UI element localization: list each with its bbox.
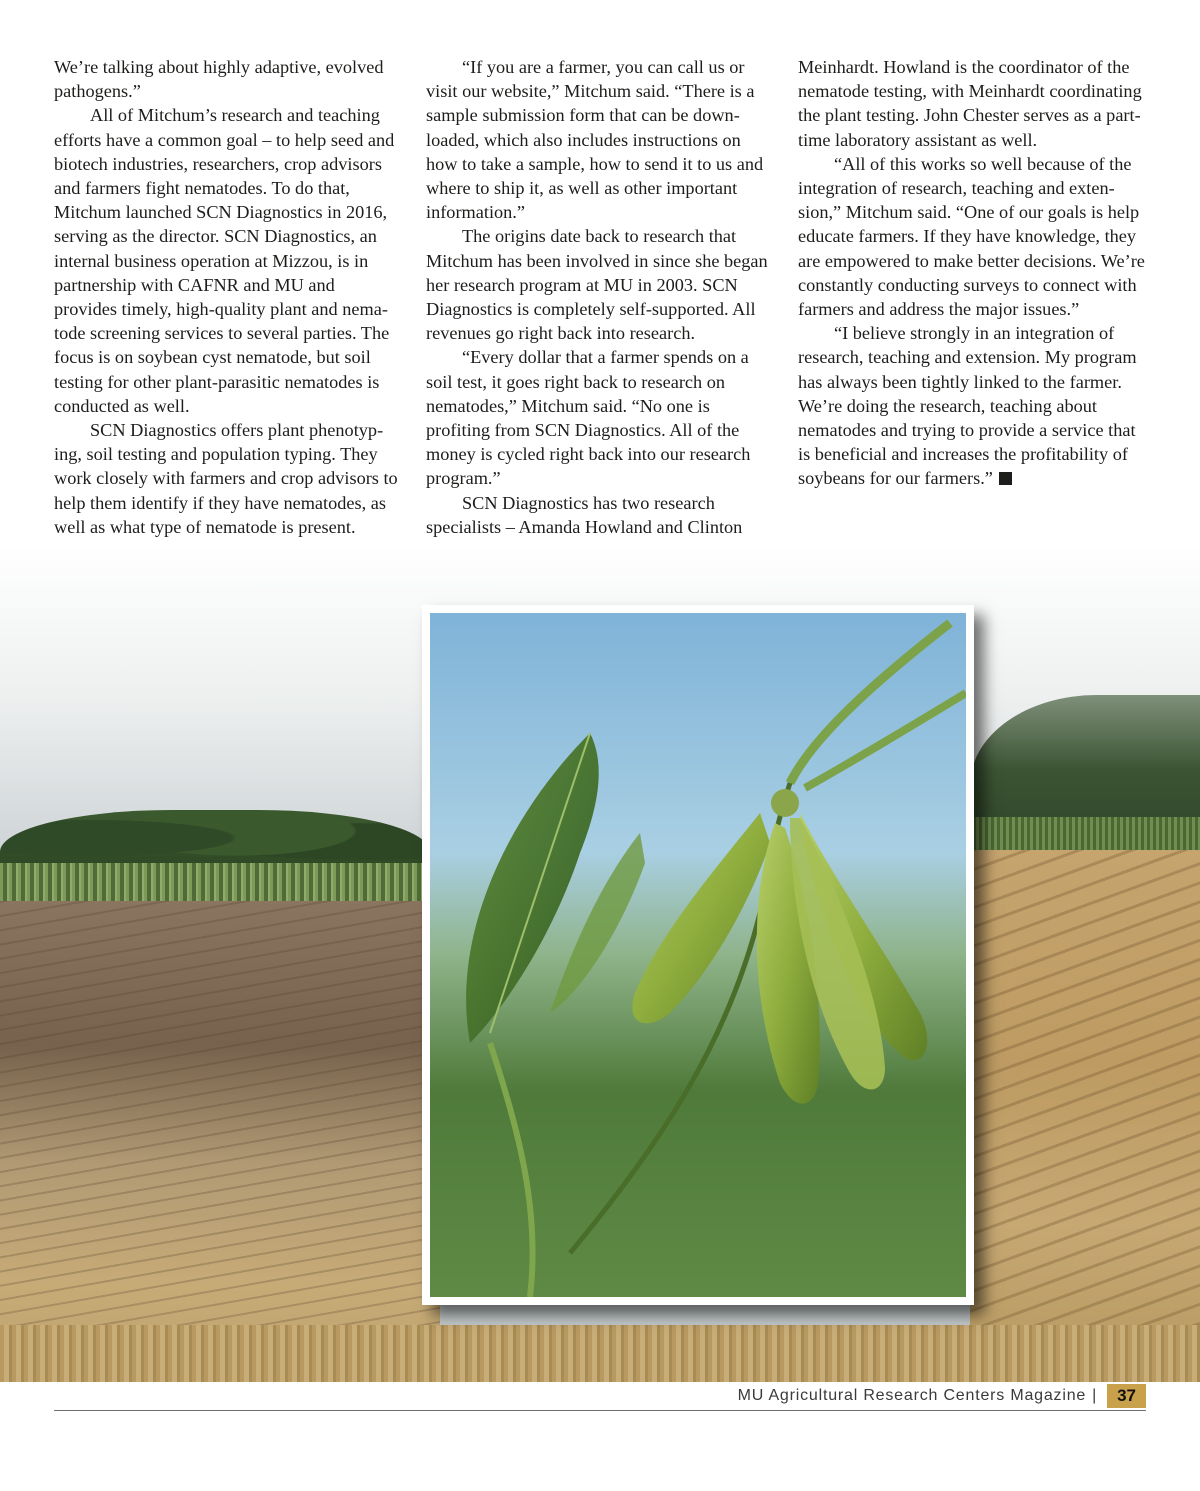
paragraph: SCN Diagnostics has two research specialists – Amanda Howland and Clinton [426, 492, 743, 537]
plowed-field-left [0, 901, 440, 1382]
paragraph: All of Mitchum’s research and teaching efforts have a common goal – to help seed and biotech industries, researchers, crop advisors and farmers fight nematodes. To do that, Mitchum launched SCN Diagnostics in 2016, serving as the director. SCN Diagnostics, an internal business operation at Mizzou, is in partnership with CAFNR and MU and provides timely, high-quality plant and nematode screening services to several parties. The focus is on soybean cyst nematode, but soil testing for other plant-parasitic nematodes is conducted as well. [54, 105, 395, 416]
page-footer [738, 1384, 1146, 1408]
paragraph: “If you are a farmer, you can call us or visit our website,” Mitchum said. “There is a sample submission form that can be downloaded, which also includes instructions on how to take a sample, how to send it to us and where to ship it, as well as other important information.” [426, 57, 764, 223]
magazine-title: MU Agricultural Research Centers Magazine [737, 1387, 1087, 1404]
footer-rule [54, 1410, 1146, 1411]
end-of-article-mark [999, 472, 1012, 485]
soybean-pods-photo [422, 605, 974, 1305]
article-column-2 [426, 55, 774, 539]
stubble-field-right [970, 850, 1200, 1382]
page-number: 37 [1107, 1384, 1146, 1408]
paragraph-text: “I believe strongly in an integration of research, teaching and extension. My program has always been tightly linked to the farmer. We’re doing the research, teaching about nematodes and trying to provide a service that is beneficial and increases the profitability of soybeans for our farmers.” [798, 323, 1137, 489]
paragraph-final [798, 321, 1148, 490]
footer-separator: | [1092, 1387, 1098, 1404]
paragraph: “All of this works so well because of the integration of research, teaching and extension,” Mitchum said. “One of our goals is help educate farmers. If they have knowledge, they are empowered to make better decisions. We’re constantly conducting surveys to connect with farmers and address the major issues.” [798, 153, 1145, 320]
paragraph: “Every dollar that a farmer spends on a soil test, it goes right back to research on nematodes,” Mitchum said. “No one is profiting from SCN Diagnostics. All of the money is cycled right back into our research program.” [426, 347, 751, 489]
article-column-1 [54, 55, 402, 539]
soybean-pods-illustration [430, 613, 966, 1297]
article-column-3 [798, 55, 1148, 491]
paragraph: Meinhardt. Howland is the coordinator of the nematode testing, with Meinhardt coordinating the plant testing. John Chester serves as a part-time laboratory assistant as well. [798, 57, 1142, 150]
field-foreground [0, 1325, 1200, 1382]
paragraph: The origins date back to research that Mitchum has been involved in since she began her research program at MU in 2003. SCN Diagnostics is completely self-supported. All revenues go right back into research. [426, 226, 768, 344]
paragraph: We’re talking about highly adaptive, evolved pathogens.” [54, 57, 384, 102]
article-body [54, 55, 1146, 545]
paragraph: SCN Diagnostics offers plant phenotyping, soil testing and population typing. They work closely with farmers and crop advisors to help them identify if they have nematodes, as well as what type of nematode is present. [54, 420, 398, 537]
